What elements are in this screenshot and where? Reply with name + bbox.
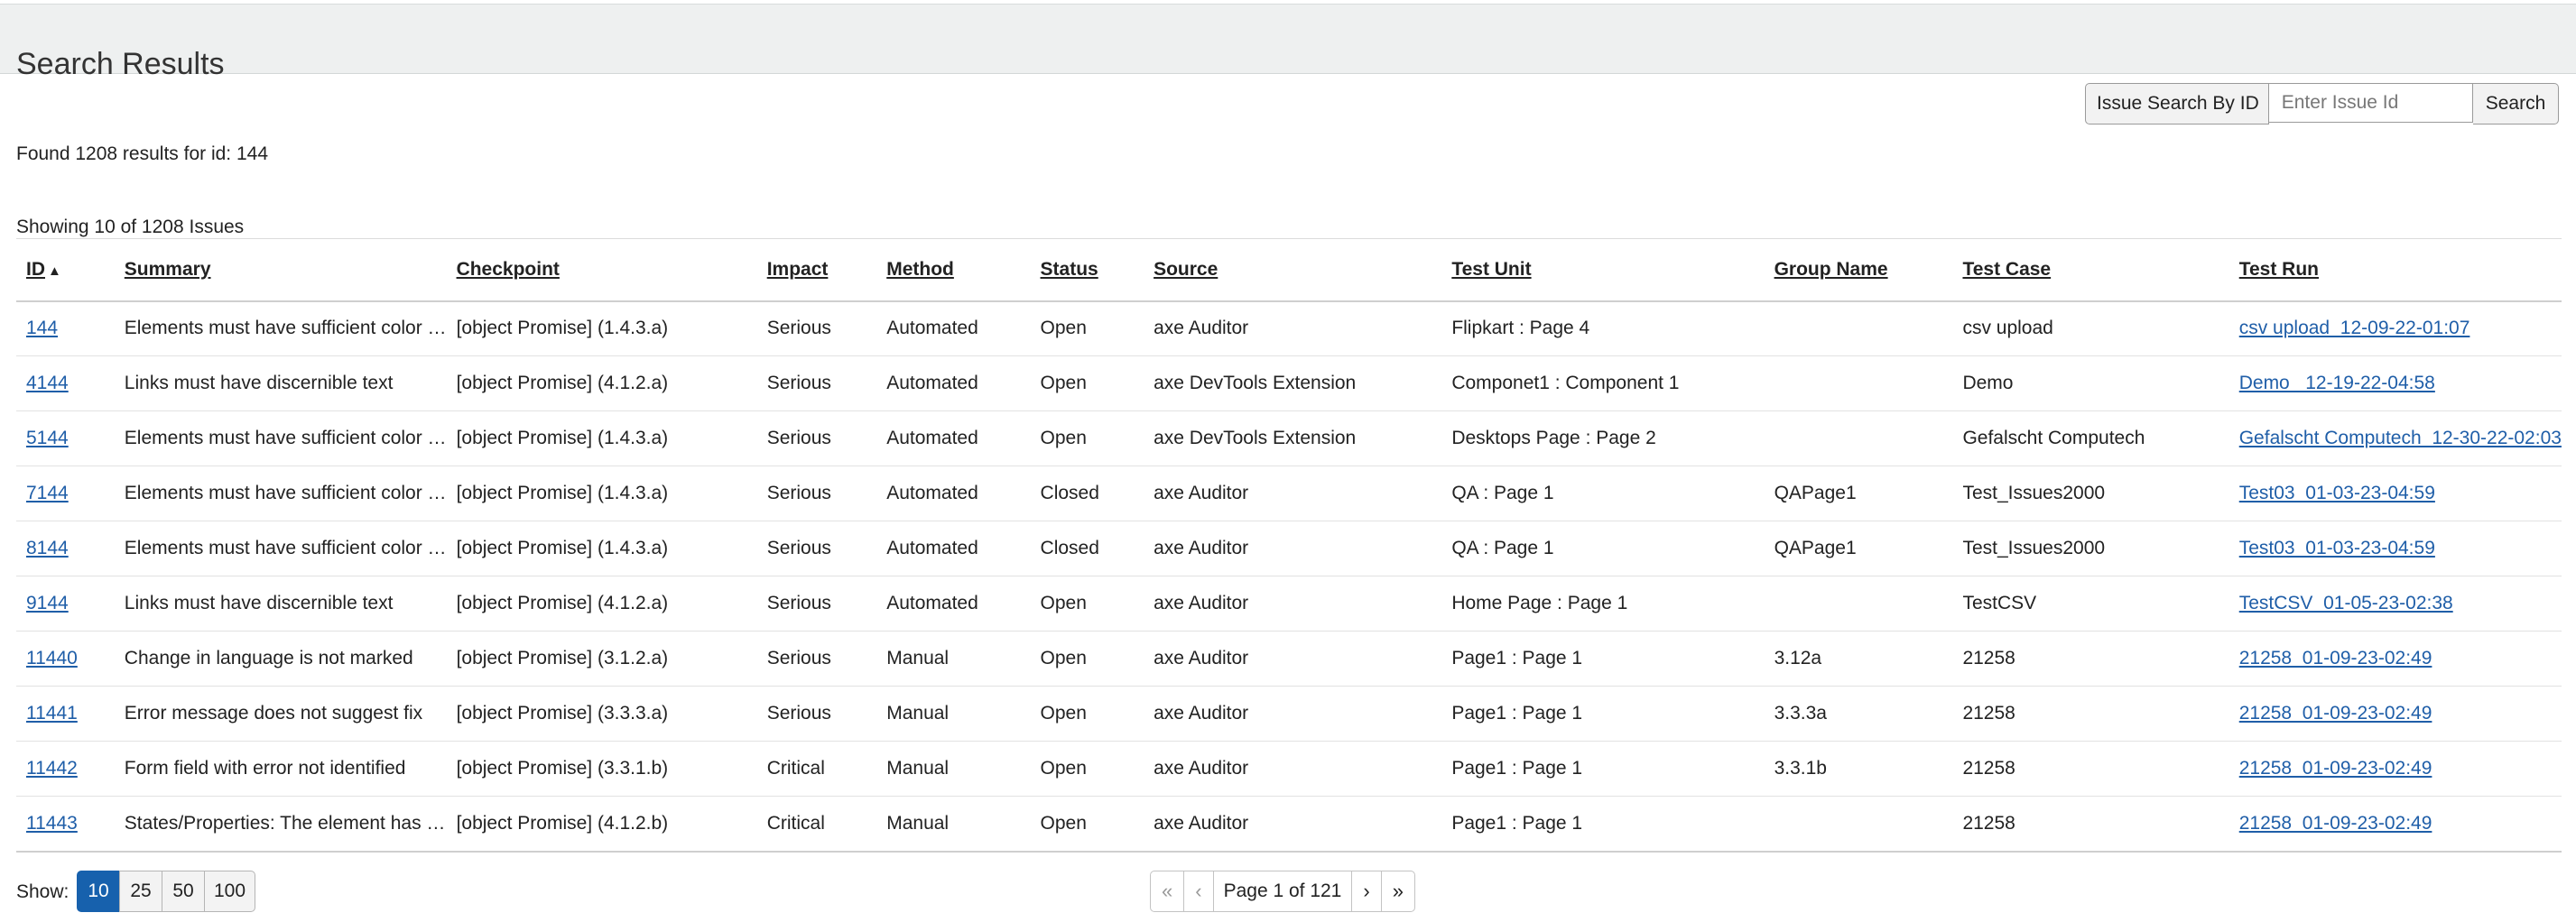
- page-size-selector: [77, 871, 255, 912]
- cell-source: axe DevTools Extension: [1154, 428, 1357, 448]
- previous-page-button[interactable]: ‹: [1183, 871, 1213, 912]
- issue-id-link[interactable]: 144: [26, 318, 59, 339]
- table-row: [16, 632, 2562, 687]
- cell-source: axe Auditor: [1154, 812, 1249, 834]
- cell-test-unit: Desktops Page : Page 2: [1451, 428, 1656, 448]
- cell-checkpoint: [object Promise] (3.3.3.a): [456, 703, 669, 724]
- cell-summary: Elements must have sufficient color …: [124, 428, 447, 448]
- cell-method: Manual: [886, 703, 950, 724]
- column-header-method[interactable]: Method: [886, 258, 954, 280]
- issue-search-label: Issue Search By ID: [2085, 83, 2269, 124]
- cell-group-name: [1765, 576, 1953, 632]
- cell-impact: Serious: [766, 373, 831, 393]
- page-size-100-button[interactable]: 100: [204, 871, 255, 912]
- cell-summary: Elements must have sufficient color …: [124, 483, 447, 503]
- cell-status: Open: [1040, 428, 1087, 448]
- cell-method: Automated: [886, 428, 978, 448]
- cell-test-run: [2229, 521, 2562, 576]
- cell-status: Open: [1040, 648, 1087, 668]
- cell-source: axe Auditor: [1154, 593, 1249, 613]
- test-run-link[interactable]: 21258_01-09-23-02:49: [2238, 812, 2432, 834]
- table-header-row: [16, 239, 2562, 301]
- cell-impact: Serious: [766, 318, 831, 339]
- column-header-id[interactable]: ID ▲: [26, 258, 61, 280]
- cell-status: Open: [1040, 812, 1087, 834]
- cell-source: axe Auditor: [1154, 703, 1249, 724]
- cell-test-case: 21258: [1962, 648, 2015, 668]
- cell-test-case: Demo: [1962, 373, 2014, 393]
- table-row: [16, 742, 2562, 797]
- cell-impact: Serious: [766, 593, 831, 613]
- next-page-button[interactable]: ›: [1351, 871, 1381, 912]
- cell-checkpoint: [object Promise] (4.1.2.b): [456, 812, 669, 834]
- cell-test-case: TestCSV: [1962, 593, 2037, 613]
- cell-summary: Error message does not suggest fix: [124, 703, 423, 724]
- test-run-link[interactable]: Gefalscht Computech_12-30-22-02:03: [2238, 428, 2562, 448]
- cell-impact: Serious: [766, 428, 831, 448]
- cell-method: Automated: [886, 538, 978, 558]
- pagination: [1150, 871, 1415, 912]
- column-header-test-case[interactable]: Test Case: [1962, 258, 2052, 280]
- issue-id-input[interactable]: [2269, 83, 2473, 123]
- cell-summary: Links must have discernible text: [124, 593, 394, 613]
- cell-group-name: [1765, 411, 1953, 466]
- cell-test-case: 21258: [1962, 703, 2015, 724]
- cell-test-unit: QA : Page 1: [1451, 538, 1554, 558]
- cell-group-name: [1765, 356, 1953, 411]
- cell-id: [16, 521, 115, 576]
- cell-summary: Links must have discernible text: [124, 373, 394, 393]
- cell-test-unit: Page1 : Page 1: [1451, 812, 1583, 834]
- cell-test-unit: Page1 : Page 1: [1451, 703, 1583, 724]
- cell-test-unit: Page1 : Page 1: [1451, 758, 1583, 779]
- test-run-link[interactable]: TestCSV_01-05-23-02:38: [2238, 593, 2453, 613]
- cell-test-run: [2229, 356, 2562, 411]
- cell-source: axe Auditor: [1154, 758, 1249, 779]
- cell-checkpoint: [object Promise] (1.4.3.a): [456, 428, 669, 448]
- cell-status: Open: [1040, 593, 1087, 613]
- cell-checkpoint: [object Promise] (1.4.3.a): [456, 483, 669, 503]
- table-row: [16, 466, 2562, 521]
- column-header-summary[interactable]: Summary: [124, 258, 211, 280]
- sort-ascending-icon: ▲: [48, 263, 61, 279]
- cell-test-unit: Componet1 : Component 1: [1451, 373, 1680, 393]
- cell-group-name: [1765, 301, 1953, 356]
- test-run-link[interactable]: Test03_01-03-23-04:59: [2238, 538, 2435, 558]
- column-header-test-unit[interactable]: Test Unit: [1451, 258, 1532, 280]
- page-status: Page 1 of 121: [1213, 871, 1353, 912]
- test-run-link[interactable]: csv upload_12-09-22-01:07: [2238, 318, 2470, 339]
- test-run-link[interactable]: 21258_01-09-23-02:49: [2238, 758, 2432, 779]
- cell-test-run: [2229, 576, 2562, 632]
- issue-id-link[interactable]: 11442: [26, 758, 78, 779]
- cell-test-run: [2229, 466, 2562, 521]
- cell-id: [16, 797, 115, 852]
- page-size-25-button[interactable]: 25: [119, 871, 162, 912]
- table-row: [16, 356, 2562, 411]
- cell-status: Closed: [1040, 483, 1099, 503]
- column-header-checkpoint[interactable]: Checkpoint: [456, 258, 560, 280]
- cell-method: Automated: [886, 318, 978, 339]
- cell-status: Closed: [1040, 538, 1099, 558]
- cell-source: axe Auditor: [1154, 318, 1249, 339]
- cell-test-case: csv upload: [1962, 318, 2053, 339]
- cell-test-case: Gefalscht Computech: [1962, 428, 2145, 448]
- show-label: Show:: [16, 881, 69, 902]
- results-found-text: Found 1208 results for id: 144: [16, 143, 269, 164]
- cell-test-run: [2229, 742, 2562, 797]
- page-size-10-button[interactable]: 10: [77, 871, 120, 912]
- issue-id-link[interactable]: 7144: [26, 483, 69, 503]
- column-header-impact[interactable]: Impact: [766, 258, 829, 280]
- cell-id: [16, 742, 115, 797]
- column-header-status[interactable]: Status: [1040, 258, 1098, 280]
- cell-method: Automated: [886, 373, 978, 393]
- cell-group-name: 3.3.1b: [1774, 758, 1827, 779]
- table-row: [16, 687, 2562, 742]
- cell-group-name: 3.12a: [1774, 648, 1822, 668]
- issue-id-link[interactable]: 4144: [26, 373, 69, 393]
- cell-checkpoint: [object Promise] (3.3.1.b): [456, 758, 669, 779]
- issue-id-link[interactable]: 11440: [26, 648, 78, 668]
- cell-group-name: 3.3.3a: [1774, 703, 1827, 724]
- cell-source: axe DevTools Extension: [1154, 373, 1357, 393]
- cell-checkpoint: [object Promise] (4.1.2.a): [456, 593, 669, 613]
- column-header-group-name[interactable]: Group Name: [1774, 258, 1888, 280]
- cell-test-unit: QA : Page 1: [1451, 483, 1554, 503]
- cell-test-case: Test_Issues2000: [1962, 538, 2106, 558]
- cell-summary: Elements must have sufficient color …: [124, 538, 447, 558]
- cell-group-name: QAPage1: [1774, 538, 1857, 558]
- cell-checkpoint: [object Promise] (1.4.3.a): [456, 318, 669, 339]
- issue-id-link[interactable]: 11443: [26, 812, 78, 834]
- test-run-link[interactable]: 21258_01-09-23-02:49: [2238, 648, 2432, 668]
- cell-impact: Critical: [766, 758, 825, 779]
- cell-impact: Serious: [766, 538, 831, 558]
- results-table-body: [16, 301, 2562, 852]
- page-header: [0, 4, 2576, 81]
- cell-method: Manual: [886, 758, 950, 779]
- column-header-source[interactable]: Source: [1154, 258, 1219, 280]
- page-size-50-button[interactable]: 50: [162, 871, 205, 912]
- cell-source: axe Auditor: [1154, 483, 1249, 503]
- cell-id: [16, 301, 115, 356]
- cell-test-run: [2229, 797, 2562, 852]
- cell-test-run: [2229, 301, 2562, 356]
- cell-test-run: [2229, 632, 2562, 687]
- cell-checkpoint: [object Promise] (3.1.2.a): [456, 648, 669, 668]
- cell-id: [16, 356, 115, 411]
- cell-test-run: [2229, 687, 2562, 742]
- table-row: [16, 797, 2562, 852]
- cell-method: Automated: [886, 593, 978, 613]
- cell-id: [16, 632, 115, 687]
- cell-impact: Serious: [766, 648, 831, 668]
- cell-test-unit: Flipkart : Page 4: [1451, 318, 1590, 339]
- issue-id-link[interactable]: 9144: [26, 593, 69, 613]
- cell-status: Open: [1040, 758, 1087, 779]
- cell-group-name: [1765, 797, 1953, 852]
- column-header-test-run[interactable]: Test Run: [2238, 258, 2319, 280]
- cell-test-unit: Page1 : Page 1: [1451, 648, 1583, 668]
- cell-id: [16, 576, 115, 632]
- cell-summary: States/Properties: The element has …: [124, 812, 446, 834]
- cell-checkpoint: [object Promise] (1.4.3.a): [456, 538, 669, 558]
- table-row: [16, 411, 2562, 466]
- cell-method: Manual: [886, 648, 950, 668]
- issue-id-link[interactable]: 5144: [26, 428, 69, 448]
- cell-impact: Serious: [766, 703, 831, 724]
- table-row: [16, 521, 2562, 576]
- table-row: [16, 301, 2562, 356]
- cell-checkpoint: [object Promise] (4.1.2.a): [456, 373, 669, 393]
- cell-impact: Serious: [766, 483, 831, 503]
- cell-test-case: 21258: [1962, 758, 2015, 779]
- cell-test-case: Test_Issues2000: [1962, 483, 2106, 503]
- test-run-link[interactable]: Demo _12-19-22-04:58: [2238, 373, 2435, 393]
- first-page-button[interactable]: «: [1150, 871, 1184, 912]
- results-table: [16, 238, 2562, 853]
- cell-summary: Change in language is not marked: [124, 648, 413, 668]
- cell-id: [16, 411, 115, 466]
- cell-summary: Elements must have sufficient color …: [124, 318, 447, 339]
- last-page-button[interactable]: »: [1381, 871, 1415, 912]
- test-run-link[interactable]: 21258_01-09-23-02:49: [2238, 703, 2432, 724]
- issue-id-link[interactable]: 8144: [26, 538, 69, 558]
- cell-test-unit: Home Page : Page 1: [1451, 593, 1628, 613]
- cell-group-name: QAPage1: [1774, 483, 1857, 503]
- cell-summary: Form field with error not identified: [124, 758, 406, 779]
- issue-search-group: [2085, 83, 2559, 124]
- cell-id: [16, 687, 115, 742]
- cell-status: Open: [1040, 318, 1087, 339]
- cell-id: [16, 466, 115, 521]
- cell-impact: Critical: [766, 812, 825, 834]
- table-row: [16, 576, 2562, 632]
- cell-source: axe Auditor: [1154, 538, 1249, 558]
- page-title: Search Results: [16, 46, 225, 81]
- cell-test-run: [2229, 411, 2562, 466]
- search-button[interactable]: Search: [2473, 83, 2560, 124]
- cell-status: Open: [1040, 703, 1087, 724]
- issue-id-link[interactable]: 11441: [26, 703, 78, 724]
- test-run-link[interactable]: Test03_01-03-23-04:59: [2238, 483, 2435, 503]
- cell-test-case: 21258: [1962, 812, 2015, 834]
- cell-source: axe Auditor: [1154, 648, 1249, 668]
- cell-status: Open: [1040, 373, 1087, 393]
- cell-method: Automated: [886, 483, 978, 503]
- showing-count-text: Showing 10 of 1208 Issues: [16, 217, 245, 237]
- cell-method: Manual: [886, 812, 950, 834]
